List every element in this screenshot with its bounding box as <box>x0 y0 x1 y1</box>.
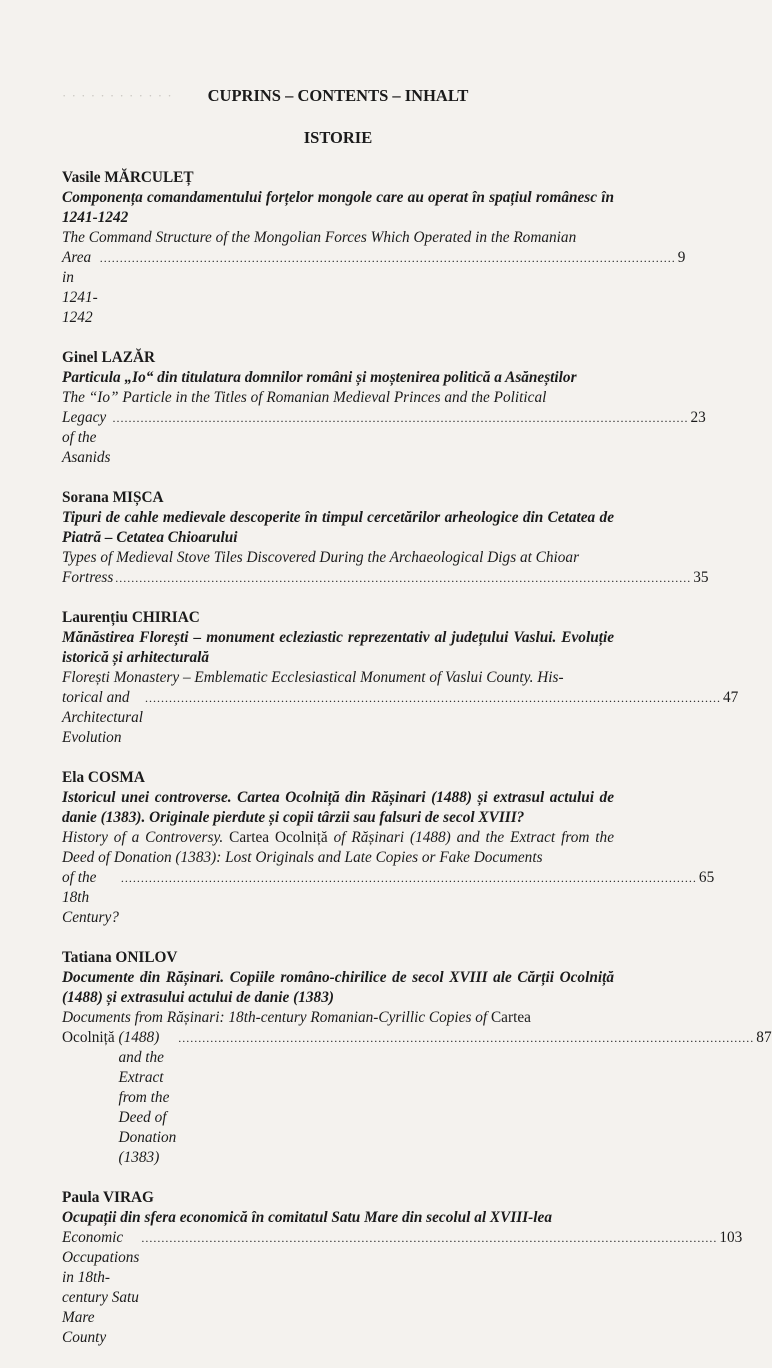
toc-entry <box>62 1188 743 1348</box>
page-number: 87 <box>756 1029 772 1046</box>
toc-entry <box>62 608 739 748</box>
entry-last-line <box>62 248 686 328</box>
dot-leader: ................................................................................................................................................ <box>120 871 697 885</box>
entry-title-en-work: Cartea <box>490 1009 531 1026</box>
entry-last-line <box>62 408 706 468</box>
entry-last-line <box>62 1028 772 1168</box>
page-number: 35 <box>693 569 709 586</box>
dot-leader: ................................................................................................................................................ <box>112 411 689 425</box>
toc-entry <box>62 768 715 928</box>
entry-author: Vasile MĂRCULEȚ <box>62 169 194 186</box>
bleed-through-text: · · · · · · · · · · · · <box>62 88 173 103</box>
entry-title-en: Types of Medieval Stove Tiles Discovered During the Archaeological Digs at Chioar <box>62 549 580 566</box>
entry-title-ro: Mănăstirea Florești – monument ecleziastic reprezentativ al județului Vaslui. Evoluție istorică și arhitecturală <box>62 629 614 666</box>
entry-title-en-end: (1488) and the Extract from the Deed of Donation (1383) <box>118 1029 177 1166</box>
page-number: 103 <box>719 1229 743 1246</box>
page-number: 23 <box>690 409 706 426</box>
toc-entry <box>62 168 686 328</box>
entry-title-en: The Command Structure of the Mongolian Forces Which Operated in the Romanian <box>62 229 577 246</box>
table-of-contents <box>62 80 772 1368</box>
entry-author: Ela COSMA <box>62 769 145 786</box>
dot-leader: ................................................................................................................................................ <box>99 251 676 265</box>
entry-last-line <box>62 1228 743 1348</box>
page-number: 47 <box>723 689 739 706</box>
dot-leader: ................................................................................................................................................ <box>115 571 692 585</box>
entry-title-ro: Ocupații din sfera economică în comitatul Satu Mare din secolul al XVIII-lea <box>62 1209 552 1226</box>
entry-author: Laurențiu CHIRIAC <box>62 609 200 626</box>
entry-title-ro: Componența comandamentului forțelor mongole care au operat în spațiul românesc în 1241-1242 <box>62 189 614 226</box>
entry-title-en: The “Io” Particle in the Titles of Romanian Medieval Princes and the Political <box>62 389 547 406</box>
entry-last-line <box>62 568 709 588</box>
section-heading: ISTORIE <box>303 128 373 147</box>
entry-title-en-end: Area in 1241-1242 <box>62 249 98 326</box>
entry-title-en-part: of Rășinari (1488) and the Extract from the Deed of Donation (1383): Lost Originals and Late Copies or Fake Documents <box>62 829 614 866</box>
entry-title-en-end: of the 18th Century? <box>62 869 119 926</box>
entry-author: Ginel LAZĂR <box>62 349 156 366</box>
entry-title-en-end: Fortress <box>62 569 114 586</box>
page-number: 65 <box>698 869 715 886</box>
page-title: CUPRINS – CONTENTS – INHALT <box>207 86 469 105</box>
toc-entry <box>62 948 772 1168</box>
entry-title-en <box>62 828 614 868</box>
toc-entry <box>62 488 709 588</box>
page-number: 9 <box>677 249 686 266</box>
entry-title-en-end: Legacy of the Asanids <box>62 409 111 466</box>
entry-last-line <box>62 868 715 928</box>
dot-leader: ................................................................................................................................................ <box>141 1231 718 1245</box>
entry-title-en: Florești Monastery – Emblematic Ecclesiastical Monument of Vaslui County. His- <box>62 669 564 686</box>
entry-title-ro: Documente din Rășinari. Copiile româno-chirilice de secol XVIII ale Cărții Ocolniță (1488) și extrasului actului de danie (1383) <box>62 969 614 1006</box>
entry-title-en-end: torical and Architectural Evolution <box>62 689 143 746</box>
entry-title-en-part: History of a Controversy. <box>62 829 224 846</box>
entry-title-ro: Tipuri de cahle medievale descoperite în timpul cercetărilor arheologice din Cetatea de Piatră – Cetatea Chioarului <box>62 509 614 546</box>
entry-title-en-part: Documents from Rășinari: 18th-century Romanian-Cyrillic Copies of <box>62 1009 488 1026</box>
entry-author: Sorana MIȘCA <box>62 489 164 506</box>
dot-leader: ................................................................................................................................................ <box>145 691 721 705</box>
entry-author: Paula VIRAG <box>62 1189 154 1206</box>
dot-leader: ................................................................................................................................................ <box>178 1031 755 1045</box>
entry-last-line <box>62 688 739 748</box>
entry-title-en-work: Cartea Ocolniță <box>229 829 328 846</box>
toc-entry <box>62 348 706 468</box>
entry-title-en <box>62 1008 614 1028</box>
entry-title-ro: Particula „Io“ din titulatura domnilor români și moștenirea politică a Asăneștilor <box>62 369 577 386</box>
entry-title-ro: Istoricul unei controverse. Cartea Ocolniță din Rășinari (1488) și extrasul actului de danie (1383). Originale pierdute și copii târzii sau falsuri de secol XVIII? <box>62 789 614 826</box>
entry-author: Tatiana ONILOV <box>62 949 178 966</box>
entry-title-en-work: Ocolniță <box>62 1029 115 1046</box>
entry-title-en-end: Economic Occupations in 18th-century Satu Mare County <box>62 1229 140 1346</box>
